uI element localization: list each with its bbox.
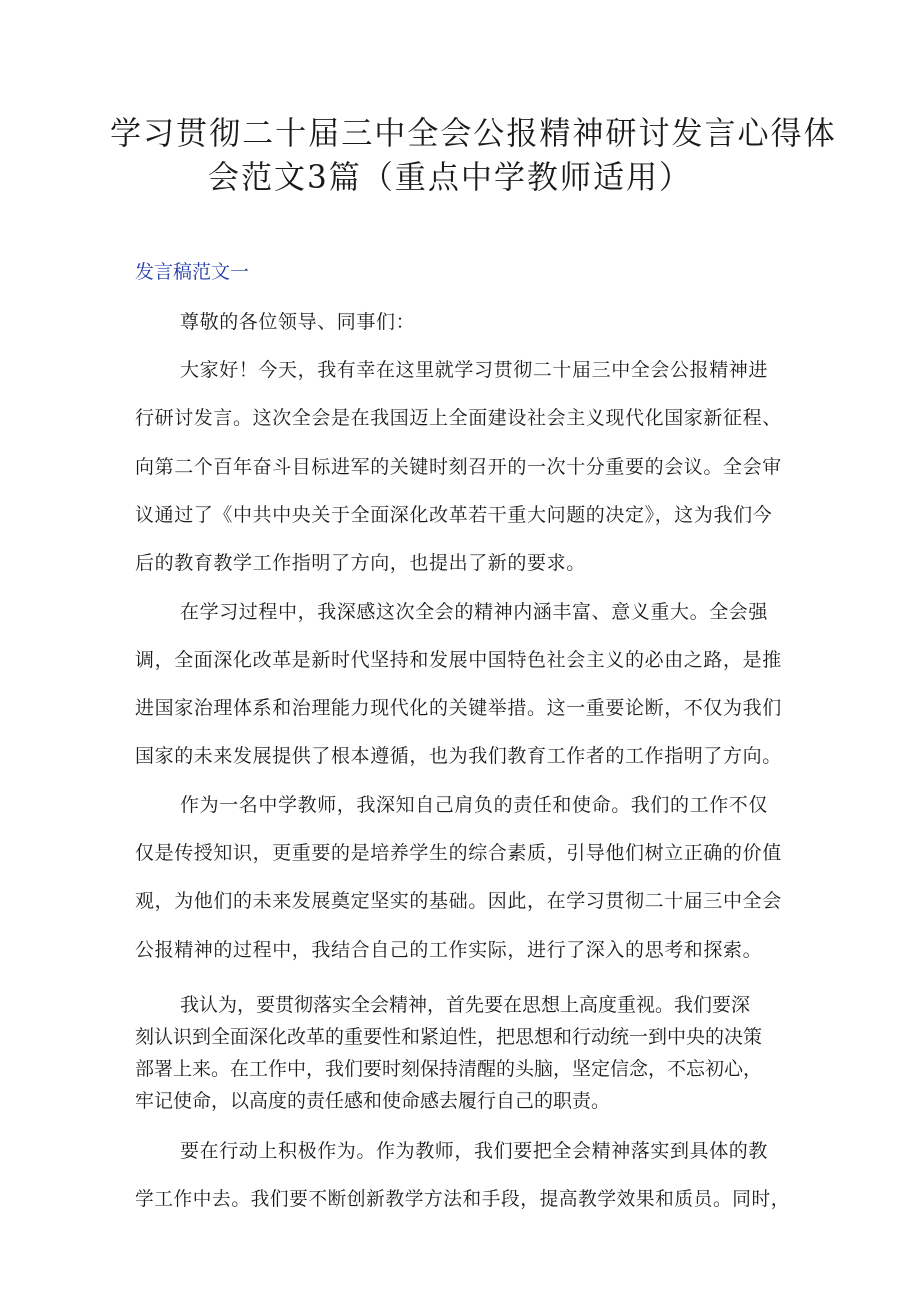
paragraph-2-line: 国家的未来发展提供了根本遵循，也为我们教育工作者的工作指明了方向。: [135, 745, 782, 767]
paragraph-4-line: 我认为，要贯彻落实全会精神，首先要在思想上高度重视。我们要深: [180, 994, 751, 1016]
paragraph-5-line: 学工作中去。我们要不断创新教学方法和手段，提高教学效果和质员。同时，: [135, 1188, 791, 1210]
paragraph-4-line: 部署上来。在工作中，我们要时刻保持清醒的头脑，坚定信念，不忘初心，: [135, 1058, 763, 1080]
paragraph-4-line: 牢记使命，以高度的责任感和使命感去履行自己的职责。: [135, 1090, 611, 1112]
paragraph-3-line: 观，为他们的未来发展奠定坚实的基础。因此，在学习贯彻二十届三中全会: [135, 890, 782, 912]
paragraph-3-line: 作为一名中学教师，我深知自己肩负的责任和使命。我们的工作不仅: [180, 794, 769, 816]
paragraph-1-line: 行研讨发言。这次全会是在我国迈上全面建设社会主义现代化国家新征程、: [135, 407, 782, 429]
paragraph-2-line: 调，全面深化改革是新时代坚持和发展中国特色社会主义的必由之路，是推: [135, 649, 782, 671]
section-heading: 发言稿范文一: [135, 261, 250, 283]
paragraph-2-line: 在学习过程中，我深感这次全会的精神内涵丰富、意义重大。全会强: [180, 601, 769, 623]
paragraph-5-line: 要在行动上积极作为。作为教师，我们要把全会精神落实到具体的教: [180, 1140, 769, 1162]
paragraph-4-line: 刻认识到全面深化改革的重要性和紧迫性，把思想和行动统一到中央的决策: [135, 1026, 763, 1048]
paragraph-3-line: 公报精神的过程中，我结合自己的工作实际，进行了深入的思考和探索。: [135, 939, 763, 961]
document-title-line-1: 学习贯彻二十届三中全会公报精神研讨发言心得体: [110, 114, 837, 152]
paragraph-1-line: 大家好！今天，我有幸在这里就学习贯彻二十届三中全会公报精神进: [180, 359, 769, 381]
paragraph-1-line: 后的教育教学工作指明了方向，也提出了新的要求。: [135, 552, 586, 574]
paragraph-3-line: 仅是传授知识，更重要的是培养学生的综合素质，引导他们树立正确的价值: [135, 842, 782, 864]
paragraph-1-line: 议通过了《中共中央关于全面深化改革若干重大问题的决定》，这为我们今: [135, 504, 773, 526]
salutation: 尊敬的各位领导、同事们：: [180, 311, 416, 333]
paragraph-1-line: 向第二个百年奋斗目标进军的关键时刻召开的一次十分重要的会议。全会审: [135, 456, 782, 478]
document-title-line-2: 会范文3篇（重点中学教师适用）: [207, 158, 693, 196]
paragraph-2-line: 进国家治理体系和治理能力现代化的关键举措。这一重要论断，不仅为我们: [135, 697, 782, 719]
